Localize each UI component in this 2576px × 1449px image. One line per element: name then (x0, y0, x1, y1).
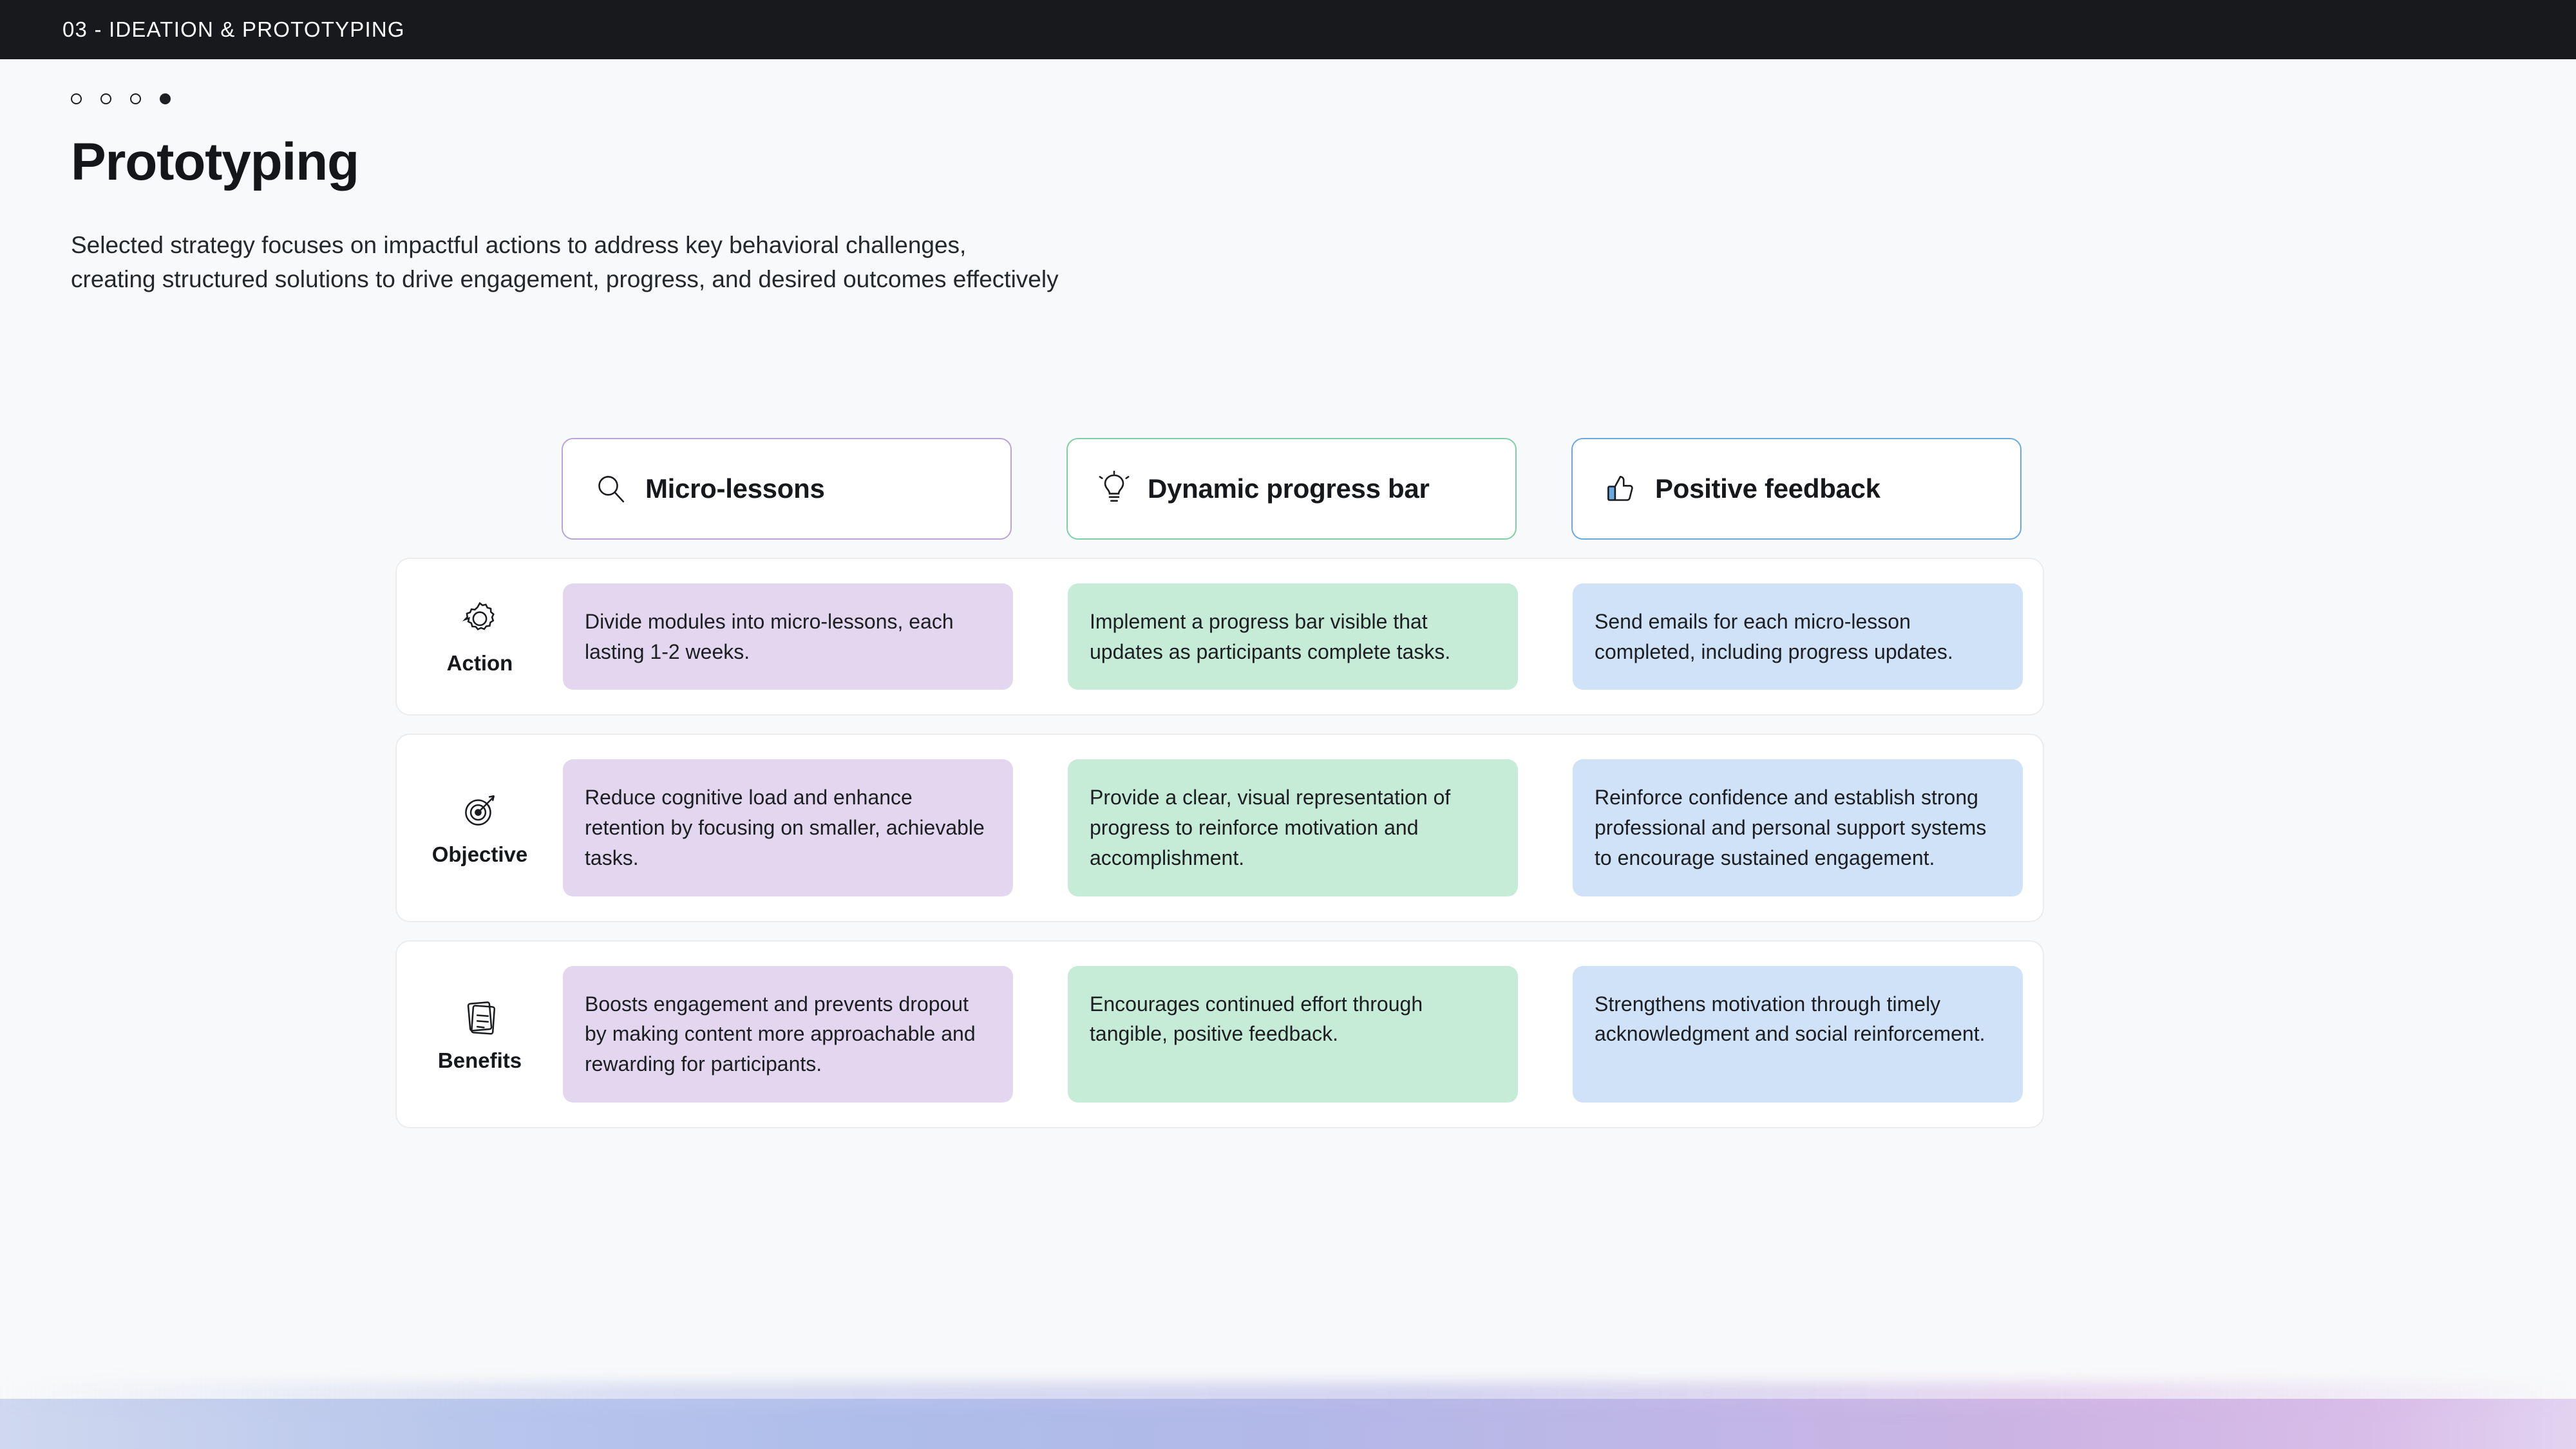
row-label-text: Action (446, 650, 513, 675)
page-subtitle (71, 229, 1059, 296)
matrix-row-benefits (395, 940, 2044, 1128)
page-subtitle-line2: creating structured solutions to drive engagement, progress, and desired outcomes effectively (71, 265, 1059, 292)
row-label-action (397, 598, 563, 676)
gear-icon (459, 598, 501, 641)
cell-benefits-dynamic-progress-bar: Encourages continued effort through tangible, positive feedback. (1068, 966, 1518, 1103)
matrix-row-cells (563, 583, 2023, 690)
page-subtitle-line1: Selected strategy focuses on impactful actions to address key behavioral challenges, (71, 232, 967, 258)
row-label-text: Objective (431, 842, 528, 866)
target-icon (459, 790, 501, 832)
progress-dot-1[interactable] (71, 93, 82, 104)
page-title: Prototyping (71, 133, 359, 191)
cell-objective-positive-feedback: Reinforce confidence and establish strong professional and personal support systems to encourage sustained engagement. (1573, 759, 2023, 896)
cell-action-micro-lessons: Divide modules into micro-lessons, each lasting 1-2 weeks. (563, 583, 1013, 690)
magnifier-icon (592, 471, 629, 507)
matrix-row-cells (563, 966, 2023, 1103)
top-section-bar (0, 0, 2576, 59)
prototype-matrix (395, 438, 2044, 1128)
progress-dot-3[interactable] (130, 93, 141, 104)
column-title: Dynamic progress bar (1148, 473, 1430, 504)
column-title: Micro-lessons (645, 473, 825, 504)
notes-icon (460, 996, 500, 1038)
slide-progress-dots (71, 93, 171, 104)
cell-benefits-positive-feedback: Strengthens motivation through timely acknowledgment and social reinforcement. (1573, 966, 2023, 1103)
footer-gradient-bar (0, 1399, 2576, 1449)
row-label-benefits (397, 996, 563, 1073)
lightbulb-icon (1097, 471, 1131, 507)
cell-benefits-micro-lessons: Boosts engagement and prevents dropout by making content more approachable and rewarding for participants. (563, 966, 1013, 1103)
cell-action-positive-feedback: Send emails for each micro-lesson completed, including progress updates. (1573, 583, 2023, 690)
matrix-row-action (395, 558, 2044, 715)
column-header-micro-lessons[interactable] (562, 438, 1012, 540)
progress-dot-4-active[interactable] (160, 93, 171, 104)
section-label: 03 - IDEATION & PROTOTYPING (62, 17, 405, 41)
row-label-objective (397, 790, 563, 867)
matrix-row-cells (563, 759, 2023, 896)
column-header-dynamic-progress-bar[interactable] (1066, 438, 1517, 540)
thumbs-up-icon (1602, 471, 1638, 507)
matrix-row-objective (395, 734, 2044, 922)
cell-action-dynamic-progress-bar: Implement a progress bar visible that updates as participants complete tasks. (1068, 583, 1518, 690)
cell-objective-dynamic-progress-bar: Provide a clear, visual representation of progress to reinforce motivation and accomplishment. (1068, 759, 1518, 896)
progress-dot-2[interactable] (100, 93, 111, 104)
cell-objective-micro-lessons: Reduce cognitive load and enhance retention by focusing on smaller, achievable tasks. (563, 759, 1013, 896)
matrix-column-headers (562, 438, 2044, 540)
row-label-text: Benefits (437, 1048, 522, 1072)
column-title: Positive feedback (1655, 473, 1880, 504)
column-header-positive-feedback[interactable] (1571, 438, 2022, 540)
